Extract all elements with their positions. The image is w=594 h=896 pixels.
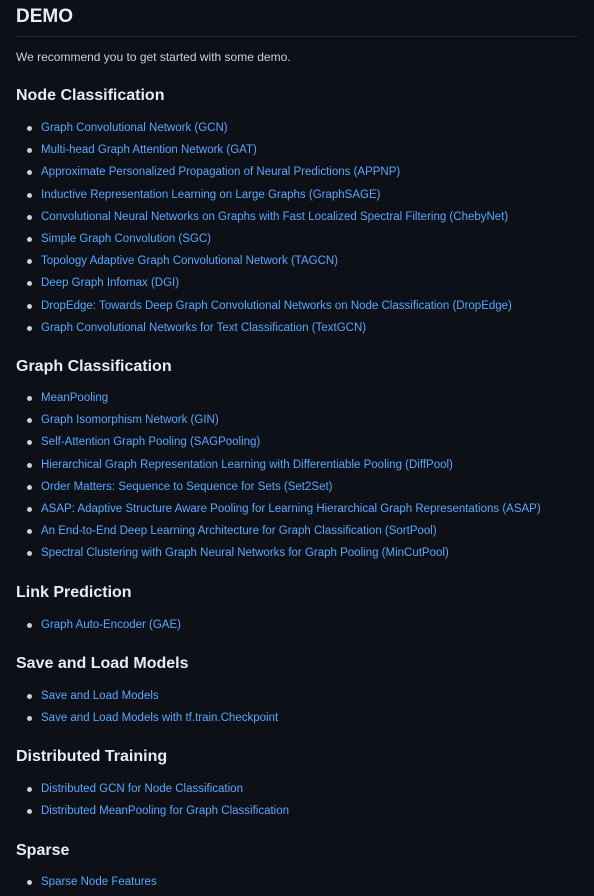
bullet-icon [27, 304, 32, 309]
list-item [0, 208, 594, 226]
demo-link[interactable]: Graph Convolutional Networks for Text Classification (TextGCN) [41, 321, 367, 334]
demo-link[interactable]: ASAP: Adaptive Structure Aware Pooling for Learning Hierarchical Graph Representations (ASAP) [41, 503, 541, 515]
demo-link[interactable]: Save and Load Models [41, 690, 159, 702]
demo-link[interactable]: An End-to-End Deep Learning Architecture for Graph Classification (SortPool) [41, 525, 437, 538]
bullet-icon [27, 193, 32, 198]
list-item [0, 500, 594, 518]
bullet-icon [27, 215, 32, 220]
demo-link[interactable]: MeanPooling [41, 392, 109, 404]
bullet-icon [27, 463, 32, 468]
list-item [0, 411, 594, 429]
demo-link[interactable]: DropEdge: Towards Deep Graph Convolutional Networks on Node Classification (DropEdge) [41, 299, 512, 312]
intro-text: We recommend you to get started with some demo. [16, 50, 291, 64]
section-heading-save-and-load-models: Save and Load Models [16, 655, 189, 672]
bullet-icon [27, 148, 32, 153]
demo-link[interactable]: Simple Graph Convolution (SGC) [41, 233, 212, 245]
bullet-icon [27, 716, 32, 721]
demo-link[interactable]: Graph Isomorphism Network (GIN) [41, 414, 219, 427]
section-heading-sparse: Sparse [16, 842, 70, 859]
demo-link[interactable]: Save and Load Models with tf.train.Checkpoint [41, 712, 279, 725]
list-item [0, 252, 594, 270]
list-item [0, 709, 594, 727]
demo-link[interactable]: Distributed GCN for Node Classification [41, 783, 243, 795]
bullet-icon [27, 440, 32, 445]
list-item [0, 780, 594, 798]
list-item [0, 544, 594, 562]
demo-link[interactable]: Distributed MeanPooling for Graph Classification [41, 805, 290, 818]
title-divider [16, 36, 578, 37]
list-item [0, 119, 594, 137]
list-item [0, 687, 594, 705]
list-item [0, 274, 594, 292]
list-item [0, 297, 594, 315]
section-heading-node-classification: Node Classification [16, 87, 165, 104]
bullet-icon [27, 507, 32, 512]
list-item [0, 802, 594, 820]
demo-link[interactable]: Hierarchical Graph Representation Learning with Differentiable Pooling (DiffPool) [41, 458, 453, 471]
bullet-icon [27, 418, 32, 423]
list-item [0, 433, 594, 451]
bullet-icon [27, 623, 32, 628]
demo-link[interactable]: Order Matters: Sequence to Sequence for Sets (Set2Set) [41, 480, 333, 493]
bullet-icon [27, 485, 32, 490]
list-item [0, 873, 594, 891]
list-item [0, 163, 594, 181]
demo-link[interactable]: Multi-head Graph Attention Network (GAT) [41, 144, 257, 157]
list-item [0, 478, 594, 496]
bullet-icon [27, 126, 32, 131]
list-item [0, 389, 594, 407]
bullet-icon [27, 281, 32, 286]
list-item [0, 186, 594, 204]
list-item [0, 319, 594, 337]
list-item [0, 230, 594, 248]
bullet-icon [27, 326, 32, 331]
demo-link[interactable]: Sparse Node Features [41, 876, 157, 888]
list-item [0, 141, 594, 159]
bullet-icon [27, 694, 32, 699]
page-title: DEMO [16, 6, 73, 27]
bullet-icon [27, 809, 32, 814]
demo-link[interactable]: Inductive Representation Learning on Large Graphs (GraphSAGE) [41, 188, 381, 201]
bullet-icon [27, 170, 32, 175]
demo-link[interactable]: Self-Attention Graph Pooling (SAGPooling) [41, 436, 261, 449]
bullet-icon [27, 259, 32, 264]
bullet-icon [27, 551, 32, 556]
demo-link[interactable]: Deep Graph Infomax (DGI) [41, 277, 180, 290]
demo-link[interactable]: Topology Adaptive Graph Convolutional Network (TAGCN) [41, 255, 339, 268]
list-item [0, 522, 594, 540]
demo-link[interactable]: Approximate Personalized Propagation of Neural Predictions (APPNP) [41, 166, 401, 179]
section-heading-link-prediction: Link Prediction [16, 584, 132, 601]
bullet-icon [27, 787, 32, 792]
demo-link[interactable]: Spectral Clustering with Graph Neural Networks for Graph Pooling (MinCutPool) [41, 547, 449, 560]
bullet-icon [27, 237, 32, 242]
demo-link[interactable]: Graph Auto-Encoder (GAE) [41, 619, 181, 631]
list-item [0, 616, 594, 634]
bullet-icon [27, 529, 32, 534]
section-heading-distributed-training: Distributed Training [16, 748, 168, 765]
list-item [0, 456, 594, 474]
section-heading-graph-classification: Graph Classification [16, 358, 172, 375]
bullet-icon [27, 880, 32, 885]
demo-link[interactable]: Convolutional Neural Networks on Graphs with Fast Localized Spectral Filtering (ChebyNet) [41, 210, 509, 223]
demo-link[interactable]: Graph Convolutional Network (GCN) [41, 122, 228, 134]
bullet-icon [27, 396, 32, 401]
